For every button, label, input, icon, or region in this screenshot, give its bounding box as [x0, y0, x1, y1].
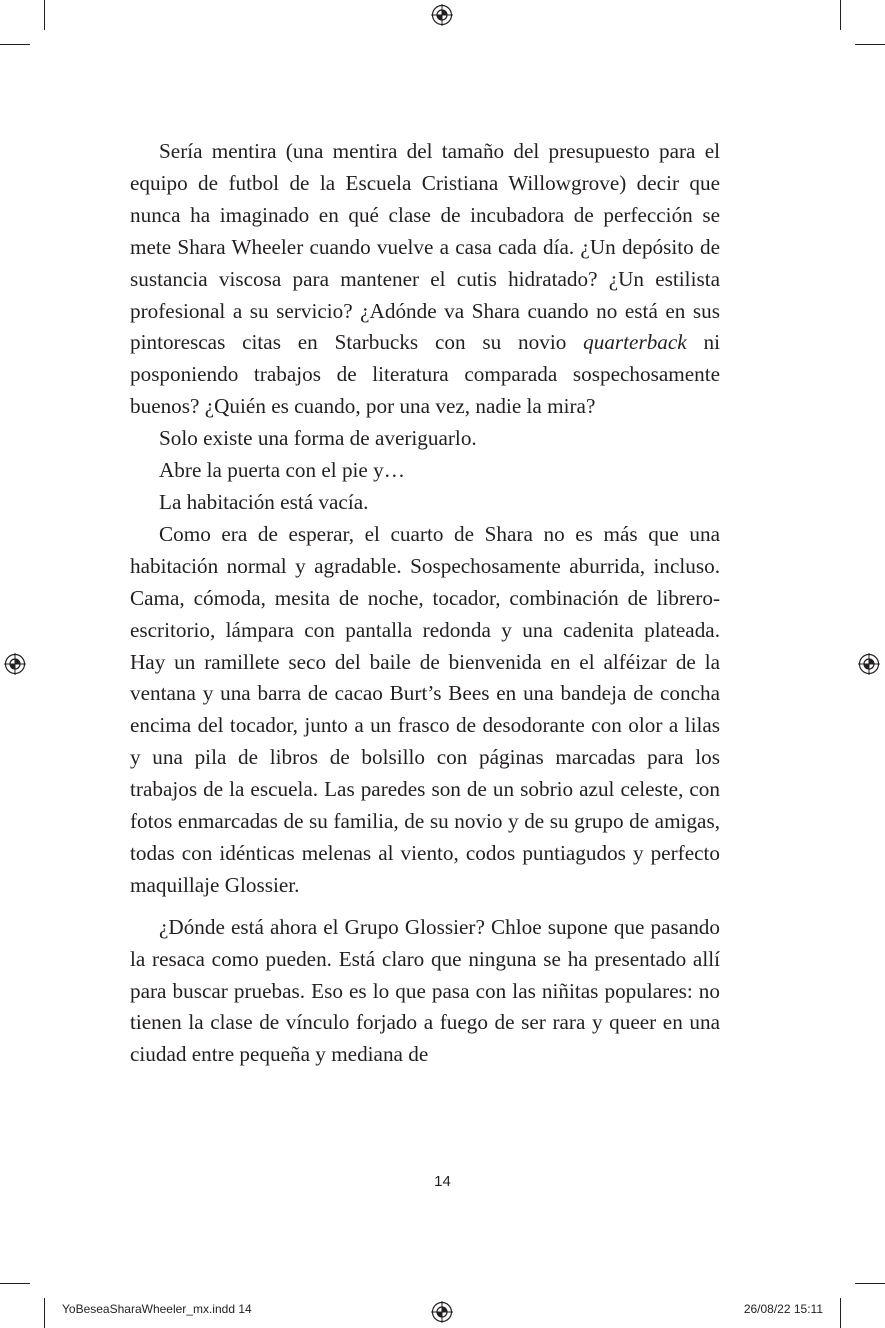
paragraph: La habitación está vacía. [159, 489, 369, 514]
registration-target-icon [858, 653, 880, 675]
crop-mark-bottom-right-vertical [840, 1298, 841, 1328]
registration-target-icon [4, 653, 26, 675]
registration-target-icon [431, 4, 453, 26]
crop-mark-top-right-vertical [840, 0, 841, 30]
paragraph-text: ni posponiendo trabajos de literatura comparada sospechosamente buenos? ¿Quién es cuando, por una vez, nadie la mira? [130, 330, 721, 419]
crop-mark-bottom-right-horizontal [855, 1283, 885, 1284]
paragraph: Como era de esperar, el cuarto de Shara no es más que una habitación normal y agradable. Sospechosamente aburrida, incluso. Cama, cómoda, mesita de noche, tocador, combinación de librero-escritorio, lámpara con pantalla redonda y una cadenita plateada. Hay un ramillete seco del baile de bienvenida en el alféizar de la ventana y una barra de cacao Burt’s Bees en una bandeja de concha encima del tocador, junto a un frasco de desodorante con olor a lilas y una pila de libros de bolsillo con páginas marcadas para los trabajos de la escuela. Las paredes son de un sobrio azul celeste, con fotos enmarcadas de su familia, de su novio y de su grupo de amigas, todas con idénticas melenas al viento, codos puntiagudos y perfecto maquillaje Glossier. [130, 521, 720, 897]
paragraph: Abre la puerta con el pie y… [159, 458, 405, 483]
page-number: 14 [434, 1173, 451, 1190]
crop-mark-top-right-horizontal [855, 44, 885, 45]
italic-term: quarterback [583, 330, 687, 355]
paragraph-text: Sería mentira (una mentira del tamaño del presupuesto para el equipo de futbol de la Escuela Cristiana Willowgrove) decir que nunca ha imaginado en qué clase de incubadora de perfección se mete Shara Wheeler cuando vuelve a casa cada día. ¿Un depósito de sustancia viscosa para mantener el cutis hidratado? ¿Un estilista profesional a su servicio? ¿Adónde va Shara cuando no está en sus pintorescas citas en Starbucks con su novio [130, 139, 720, 355]
crop-mark-bottom-left-horizontal [0, 1283, 30, 1284]
body-text [130, 136, 720, 1071]
crop-mark-top-left-horizontal [0, 44, 30, 45]
registration-target-icon [431, 1301, 453, 1323]
paragraph [130, 136, 720, 423]
crop-mark-top-left-vertical [44, 0, 45, 30]
paragraph: ¿Dónde está ahora el Grupo Glossier? Chloe supone que pasando la resaca como pueden. Está claro que ninguna se ha presentado allí para buscar pruebas. Eso es lo que pasa con las niñitas populares: no tienen la clase de vínculo forjado a fuego de ser rara y queer en una ciudad entre pequeña y mediana de [130, 914, 720, 1067]
paragraph: Solo existe una forma de averiguarlo. [159, 426, 477, 451]
slug-filename: YoBeseaSharaWheeler_mx.indd 14 [62, 1302, 252, 1316]
slug-timestamp: 26/08/22 15:11 [743, 1302, 823, 1316]
crop-mark-bottom-left-vertical [44, 1298, 45, 1328]
